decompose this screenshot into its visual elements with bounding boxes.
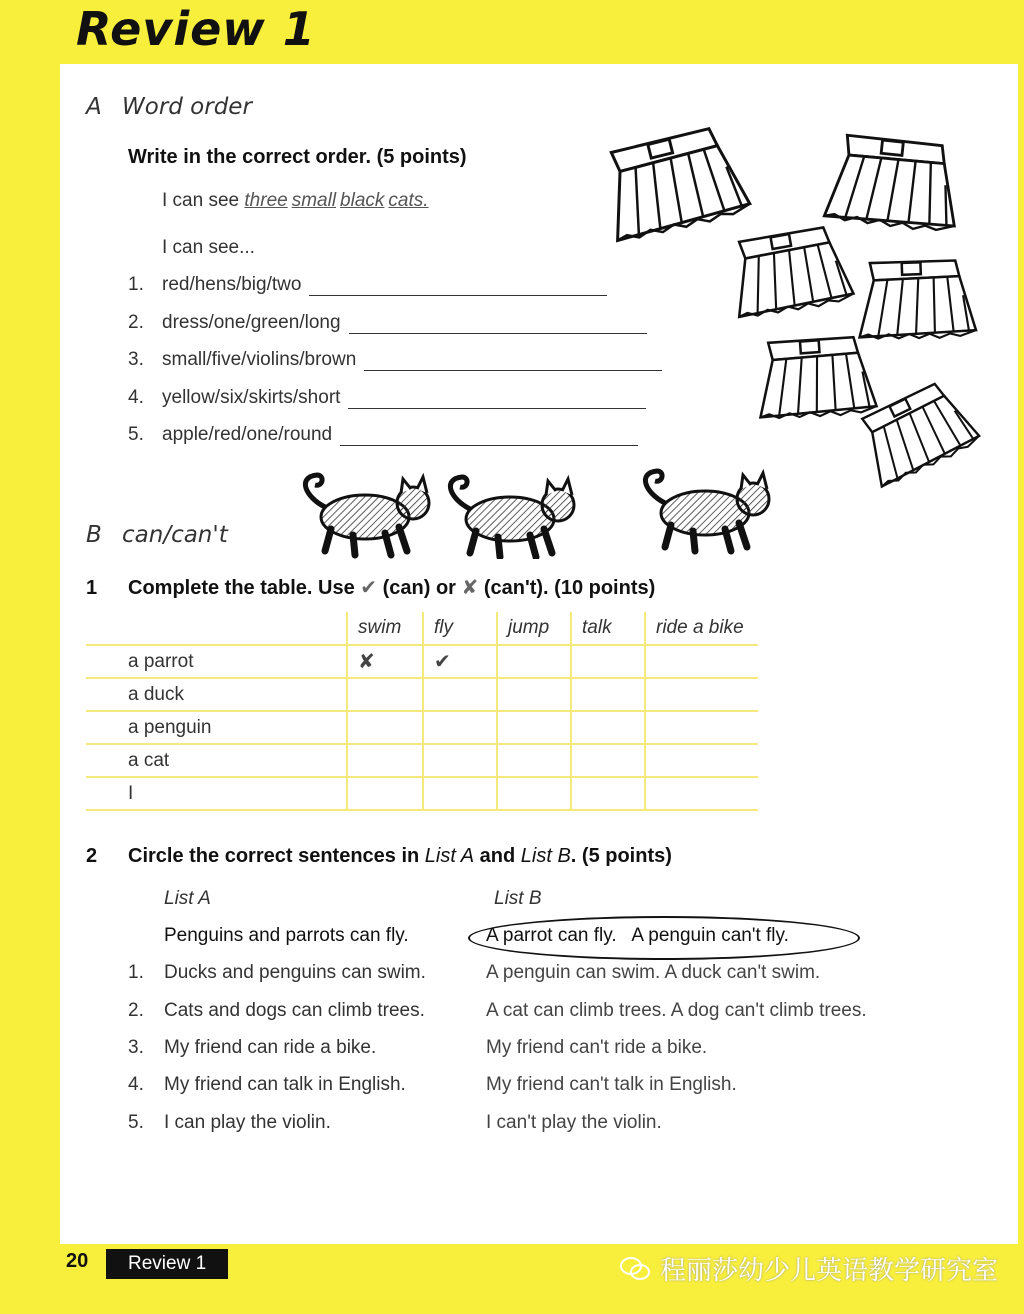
cat-image xyxy=(645,471,769,551)
section-b-title: can/can't xyxy=(122,522,228,548)
list-a-sentence[interactable]: My friend can ride a bike. xyxy=(164,1037,377,1058)
list-a-item xyxy=(128,962,426,984)
table-row xyxy=(86,678,758,711)
list-b-sentence[interactable]: A cat can climb trees. A dog can't climb trees. xyxy=(486,1000,867,1021)
item-number: 1. xyxy=(128,274,144,295)
item-words: yellow/six/skirts/short xyxy=(162,387,341,408)
table-cell[interactable] xyxy=(347,711,423,744)
cats-illustration xyxy=(290,459,790,559)
example-prefix: I can see xyxy=(162,190,240,211)
table-cell[interactable]: ✘ xyxy=(347,645,423,678)
skirt-image xyxy=(855,376,984,487)
skirt-image xyxy=(860,254,981,345)
cat-image xyxy=(450,477,574,557)
task-2-text: Circle the correct sentences in xyxy=(128,845,420,867)
list-a-sentence[interactable]: Ducks and penguins can swim. xyxy=(164,962,426,983)
list-a-item xyxy=(128,1000,425,1022)
list-b-ref: List B xyxy=(520,845,571,867)
worksheet-page xyxy=(60,64,1018,1244)
section-a-instruction: Write in the correct order. (5 points) xyxy=(128,146,467,168)
item-number: 2. xyxy=(128,312,144,333)
table-cell[interactable] xyxy=(571,678,645,711)
list-a-item xyxy=(128,1112,331,1134)
table-cell[interactable] xyxy=(347,744,423,777)
list-a-ref: List A xyxy=(424,845,475,867)
list-a-sentence[interactable]: Cats and dogs can climb trees. xyxy=(164,1000,425,1021)
row-label: a penguin xyxy=(86,711,347,744)
table-cell[interactable]: ✔ xyxy=(423,645,497,678)
task-1-number: 1 xyxy=(86,577,98,599)
item-number: 4. xyxy=(128,387,144,408)
example-word: small xyxy=(291,190,337,211)
table-row xyxy=(86,711,758,744)
table-cell[interactable] xyxy=(571,711,645,744)
check-icon: ✔ xyxy=(360,577,378,599)
item-number: 3. xyxy=(128,349,144,370)
table-cell[interactable] xyxy=(645,711,758,744)
section-b-heading xyxy=(86,522,228,548)
table-cell[interactable] xyxy=(645,744,758,777)
list-a-sentence[interactable]: I can play the violin. xyxy=(164,1112,331,1133)
skirt-image xyxy=(760,334,878,421)
task-1-instruction xyxy=(86,575,655,600)
row-label: I xyxy=(86,777,347,810)
table-cell[interactable] xyxy=(423,711,497,744)
word-order-item xyxy=(128,349,662,371)
list-b-sentence[interactable]: I can't play the violin. xyxy=(486,1112,662,1133)
example-list-b[interactable]: A parrot can fly. A penguin can't fly. xyxy=(486,925,789,946)
list-a-sentence[interactable]: My friend can talk in English. xyxy=(164,1074,406,1095)
word-order-item xyxy=(128,424,638,446)
chat-bubbles-icon xyxy=(620,1256,650,1282)
item-number: 1. xyxy=(128,962,144,983)
list-a-header: List A xyxy=(164,888,211,909)
row-label: a duck xyxy=(86,678,347,711)
row-label: a parrot xyxy=(86,645,347,678)
column-header: talk xyxy=(571,612,645,645)
section-a-heading xyxy=(86,94,252,120)
table-corner xyxy=(86,612,347,645)
task-1-text: (can't). (10 points) xyxy=(483,577,656,599)
task-2-text: . (5 points) xyxy=(570,845,672,867)
cross-icon: ✘ xyxy=(461,577,479,599)
table-row xyxy=(86,777,758,810)
item-number: 2. xyxy=(128,1000,144,1021)
item-words: dress/one/green/long xyxy=(162,312,341,333)
task-2-text: and xyxy=(479,845,516,867)
section-b-letter: B xyxy=(86,522,102,548)
column-header: swim xyxy=(347,612,423,645)
item-number: 3. xyxy=(128,1037,144,1058)
page-number: 20 xyxy=(66,1250,89,1272)
page-title: Review 1 xyxy=(76,2,316,56)
example-word: black xyxy=(340,190,385,211)
table-cell[interactable] xyxy=(571,777,645,810)
watermark xyxy=(620,1250,998,1287)
item-words: apple/red/one/round xyxy=(162,424,333,445)
item-words: small/five/violins/brown xyxy=(162,349,357,370)
word-order-item xyxy=(128,312,647,334)
task-2-instruction xyxy=(86,845,672,868)
table-cell[interactable] xyxy=(497,678,571,711)
example-word: cats. xyxy=(388,190,429,211)
list-a-item xyxy=(128,1037,376,1059)
word-order-item xyxy=(128,274,607,296)
skirt-image xyxy=(733,226,854,317)
table-cell[interactable] xyxy=(497,777,571,810)
item-number: 4. xyxy=(128,1074,144,1095)
example-list-a: Penguins and parrots can fly. xyxy=(164,925,409,946)
skirt-image xyxy=(604,125,752,241)
table-header-row xyxy=(86,612,758,645)
table-cell[interactable] xyxy=(645,678,758,711)
item-number: 5. xyxy=(128,1112,144,1133)
table-cell[interactable] xyxy=(347,777,423,810)
table-cell[interactable] xyxy=(497,645,571,678)
item-number: 5. xyxy=(128,424,144,445)
skirts-illustration xyxy=(590,114,1010,514)
footer-section-tag: Review 1 xyxy=(106,1249,228,1279)
list-b-sentence[interactable]: My friend can't talk in English. xyxy=(486,1074,737,1095)
prompt-text: I can see... xyxy=(162,237,255,258)
task-2-number: 2 xyxy=(86,845,98,867)
item-words: red/hens/big/two xyxy=(162,274,302,295)
table-cell[interactable] xyxy=(497,744,571,777)
answer-line[interactable] xyxy=(309,277,607,296)
list-b-header: List B xyxy=(494,888,542,909)
word-order-item xyxy=(128,387,646,409)
list-b-sentence[interactable]: A penguin can swim. A duck can't swim. xyxy=(486,962,821,983)
skirt-image xyxy=(824,125,970,243)
column-header: fly xyxy=(423,612,497,645)
table-row xyxy=(86,645,758,678)
list-b-sentence[interactable]: My friend can't ride a bike. xyxy=(486,1037,708,1058)
table-cell[interactable] xyxy=(645,645,758,678)
task-1-text: (can) or xyxy=(382,577,456,599)
table-cell[interactable] xyxy=(423,744,497,777)
watermark-text: 程丽莎幼少儿英语教学研究室 xyxy=(660,1255,999,1285)
example-answer xyxy=(244,190,432,211)
example-word: three xyxy=(244,190,288,211)
table-cell[interactable] xyxy=(497,711,571,744)
table-cell[interactable] xyxy=(571,744,645,777)
example-sentence xyxy=(162,190,433,212)
table-cell[interactable] xyxy=(423,678,497,711)
cat-image xyxy=(305,475,429,555)
row-label: a cat xyxy=(86,744,347,777)
table-cell[interactable] xyxy=(347,678,423,711)
task-1-text: Complete the table. Use xyxy=(128,577,355,599)
table-cell[interactable] xyxy=(645,777,758,810)
list-a-item xyxy=(128,1074,406,1096)
section-a-letter: A xyxy=(86,94,102,120)
section-a-title: Word order xyxy=(122,94,252,120)
table-cell[interactable] xyxy=(423,777,497,810)
column-header: ride a bike xyxy=(645,612,758,645)
table-row xyxy=(86,744,758,777)
can-cant-table xyxy=(86,612,758,811)
column-header: jump xyxy=(497,612,571,645)
table-cell[interactable] xyxy=(571,645,645,678)
